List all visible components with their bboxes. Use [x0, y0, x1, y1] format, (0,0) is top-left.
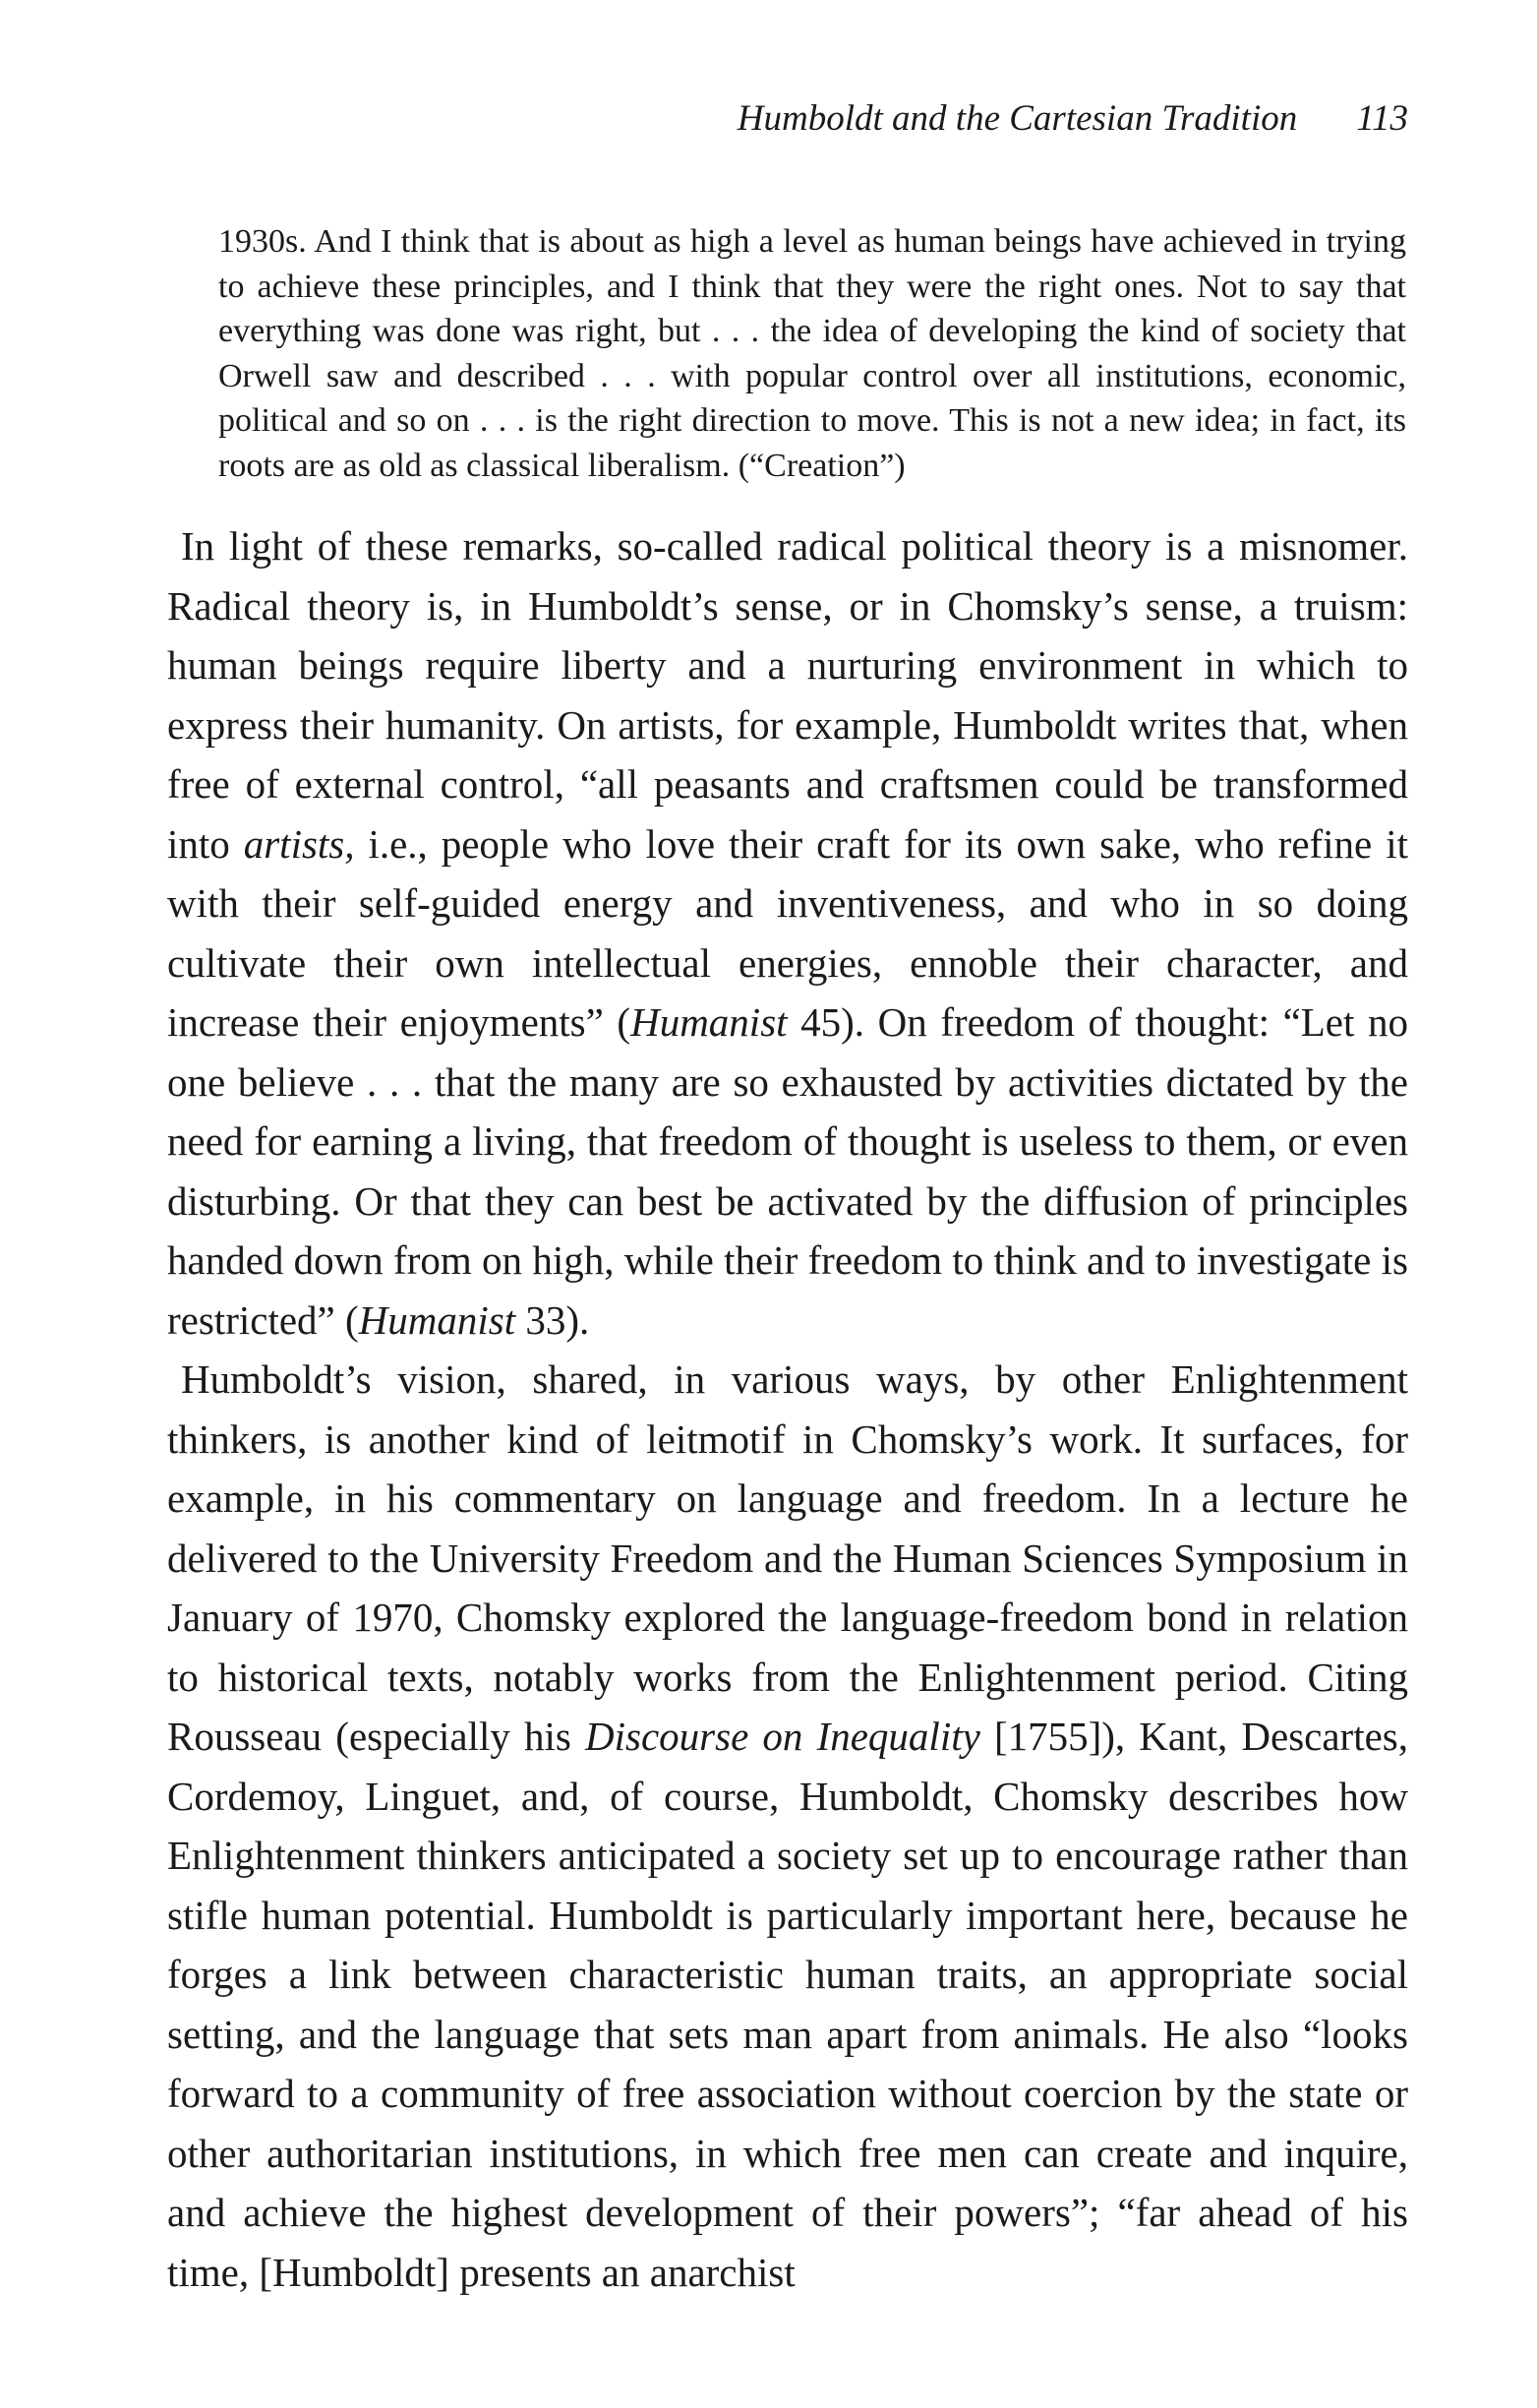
paragraph-1-emphasis-artists: artists,	[243, 820, 355, 867]
paragraph-1-citation-title-2: Humanist	[358, 1296, 516, 1343]
running-head	[167, 94, 1408, 144]
body-text	[167, 516, 1408, 2302]
paragraph-1	[167, 516, 1408, 1350]
paragraph-1-text-2: i.e., people who love their craft for its own sake, who refine it with their self-guided energy and inventiveness, and who in so doing cultivate their own intellectual energies, ennoble their character, and increase their enjoyments” (	[167, 820, 1408, 1045]
paragraph-2-text-2: [1755]), Kant, Descartes, Cordemoy, Linguet, and, of course, Humboldt, Chomsky describes how Enlightenment thinkers anticipated a society set up to encourage rather than stifle human potential. Humboldt is particularly important here, because he forges a link between characteristic human traits, an appropriate social setting, and the language that sets man apart from animals. He also “looks forward to a community of free association without coercion by the state or other authoritarian institutions, in which free men can create and inquire, and achieve the highest development of their powers”; “far ahead of his time, [Humboldt] presents an anarchist	[167, 1714, 1408, 2295]
paragraph-1-citation-title-1: Humanist	[630, 999, 788, 1045]
paragraph-2-book-title: Discourse on Inequality	[585, 1714, 980, 1759]
paragraph-2	[167, 1350, 1408, 2302]
paragraph-1-text-3: 45). On freedom of thought: “Let no one believe . . . that the many are so exhausted by activities dictated by the need for earning a living, that freedom of thought is useless to them, or even disturbing. Or that they can best be activated by the diffusion of principles handed down from on high, while their freedom to think and to investigate is restricted” (	[167, 999, 1408, 1343]
page-number: 113	[1356, 98, 1408, 139]
paragraph-1-text-1: In light of these remarks, so-called radical political theory is a misnomer. Radical theory is, in Humboldt’s sense, or in Chomsky’s sense, a truism: human beings require liberty and a nurturing environment in which to express their humanity. On artists, for example, Humboldt writes that, when free of external control, “all peasants and craftsmen could be transformed into	[167, 523, 1408, 867]
paragraph-1-text-4: 33).	[515, 1296, 590, 1343]
paragraph-2-text-1: Humboldt’s vision, shared, in various ways, by other Enlightenment thinkers, is another kind of leitmotif in Chomsky’s work. It surfaces, for example, in his commentary on language and freedom. In a lecture he delivered to the University Freedom and the Human Sciences Symposium in January of 1970, Chomsky explored the language-freedom bond in relation to historical texts, notably works from the Enlightenment period. Citing Rousseau (especially his	[167, 1356, 1408, 1759]
block-quote: 1930s. And I think that is about as high a level as human beings have achieved in trying to achieve these principles, and I think that they were the right ones. Not to say that everything was done was right, but . . . the idea of developing the kind of society that Orwell saw and described . . . with popular control over all institutions, economic, political and so on . . . is the right direction to move. This is not a new idea; in fact, its roots are as old as classical liberalism. (“Creation”)	[218, 223, 1406, 484]
running-head-title: Humboldt and the Cartesian Tradition	[737, 98, 1298, 139]
